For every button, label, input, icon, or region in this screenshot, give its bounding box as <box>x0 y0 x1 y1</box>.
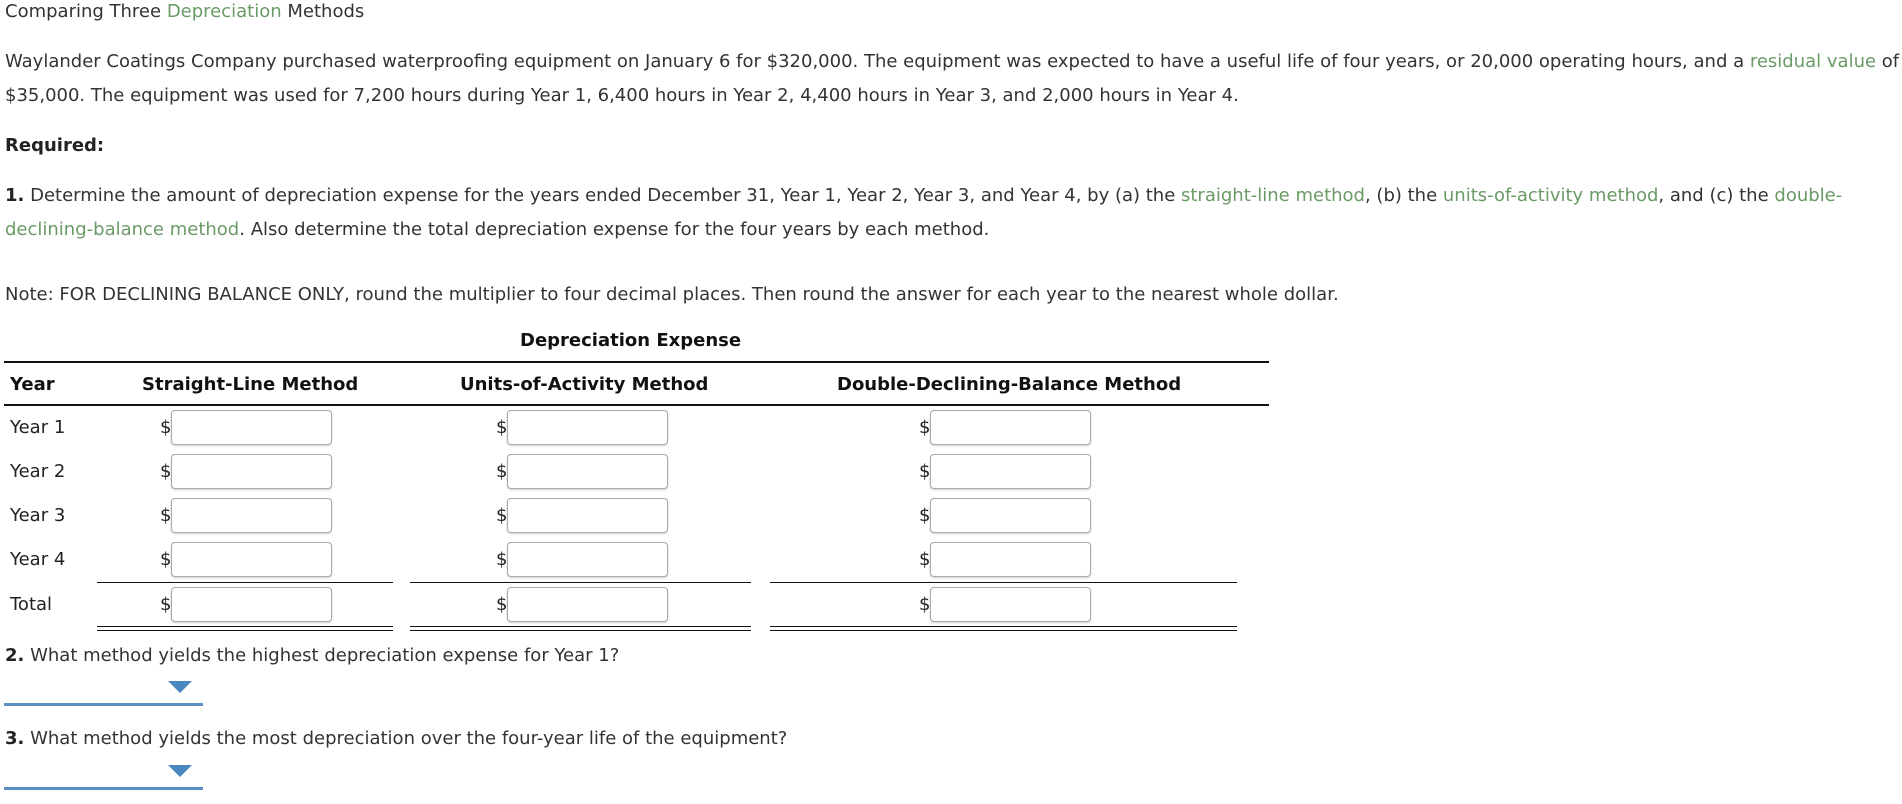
header-year: Year <box>10 374 55 395</box>
year-2-straight-line-input[interactable] <box>171 454 332 489</box>
year-1-ddb-input[interactable] <box>930 410 1091 445</box>
header-units-of-activity: Units-of-Activity Method <box>460 374 709 395</box>
total-double-rule-units-of-activity <box>410 626 751 627</box>
question-3-number: 3. <box>5 728 25 749</box>
year-4-units-of-activity-input[interactable] <box>507 542 668 577</box>
dollar-sign: $ <box>160 461 172 482</box>
dollar-sign: $ <box>496 594 508 615</box>
row-label-total: Total <box>10 594 53 615</box>
dollar-sign: $ <box>496 461 508 482</box>
rounding-note: Note: FOR DECLINING BALANCE ONLY, round the multiplier to four decimal places. Then round the answer for each year to the nearest whole dollar. <box>5 284 1339 305</box>
title-suffix: Methods <box>281 1 365 22</box>
total-units-of-activity-input[interactable] <box>507 587 668 622</box>
table-caption: Depreciation Expense <box>520 330 742 351</box>
dropdown-underline <box>4 787 203 790</box>
row-label: Year 2 <box>10 461 66 482</box>
subtotal-rule-straight-line <box>97 582 393 583</box>
year-1-units-of-activity-input[interactable] <box>507 410 668 445</box>
required-heading: Required: <box>5 135 105 156</box>
header-bottom-rule <box>4 404 1269 406</box>
question-3-method-dropdown[interactable] <box>4 756 203 790</box>
question-1-number: 1. <box>5 185 25 206</box>
residual-value-link[interactable]: residual value <box>1749 51 1877 72</box>
year-2-ddb-input[interactable] <box>930 454 1091 489</box>
header-straight-line: Straight-Line Method <box>142 374 359 395</box>
header-double-declining-balance: Double-Declining-Balance Method <box>837 374 1182 395</box>
dollar-sign: $ <box>496 549 508 570</box>
question-2-number: 2. <box>5 645 25 666</box>
dollar-sign: $ <box>496 505 508 526</box>
dollar-sign: $ <box>160 505 172 526</box>
dollar-sign: $ <box>160 549 172 570</box>
title-prefix: Comparing Three <box>5 1 167 22</box>
dollar-sign: $ <box>919 594 931 615</box>
total-double-rule-ddb-2 <box>770 630 1237 631</box>
dollar-sign: $ <box>919 461 931 482</box>
total-double-rule-straight-line <box>97 626 393 627</box>
dollar-sign: $ <box>160 417 172 438</box>
year-3-ddb-input[interactable] <box>930 498 1091 533</box>
dollar-sign: $ <box>160 594 172 615</box>
row-label: Year 3 <box>10 505 66 526</box>
question-2 <box>5 639 619 673</box>
total-double-rule-ddb <box>770 626 1237 627</box>
question-1-text-b: , (b) the <box>1364 185 1443 206</box>
subtotal-rule-units-of-activity <box>410 582 751 583</box>
row-label: Year 1 <box>10 417 66 438</box>
question-3 <box>5 722 787 756</box>
dropdown-underline <box>4 703 203 706</box>
total-ddb-input[interactable] <box>930 587 1091 622</box>
dropdown-arrow-icon <box>168 681 192 693</box>
dropdown-arrow-icon <box>168 765 192 777</box>
question-3-text: What method yields the most depreciation over the four-year life of the equipment? <box>24 728 788 749</box>
question-1 <box>5 179 1902 247</box>
dollar-sign: $ <box>496 417 508 438</box>
question-1-text-d: . Also determine the total depreciation expense for the four years by each method. <box>239 219 990 240</box>
question-1-text-a: Determine the amount of depreciation expense for the years ended December 31, Year 1, Year 2, Year 3, and Year 4, by (a) the <box>24 185 1181 206</box>
table-top-rule <box>4 361 1269 363</box>
intro-text-2: of $35,000. The equipment was used for 7,200 hours during Year 1, 6,400 hours in Year 2, 4,400 hours in Year 3, and 2,000 hours in Year 4. <box>5 51 1900 106</box>
straight-line-link[interactable]: straight-line method <box>1181 185 1365 206</box>
year-4-ddb-input[interactable] <box>930 542 1091 577</box>
question-2-text: What method yields the highest depreciation expense for Year 1? <box>24 645 620 666</box>
total-straight-line-input[interactable] <box>171 587 332 622</box>
year-2-units-of-activity-input[interactable] <box>507 454 668 489</box>
intro-text-1: Waylander Coatings Company purchased waterproofing equipment on January 6 for $320,000. The equipment was expected to have a useful life of four years, or 20,000 operating hours, and a <box>5 51 1750 72</box>
problem-description <box>5 45 1902 113</box>
page-title <box>5 0 364 29</box>
units-of-activity-link[interactable]: units-of-activity method <box>1442 185 1659 206</box>
subtotal-rule-ddb <box>770 582 1237 583</box>
double-declining-balance-link[interactable]: double-declining-balance method <box>5 185 1843 240</box>
year-4-straight-line-input[interactable] <box>171 542 332 577</box>
total-double-rule-units-of-activity-2 <box>410 630 751 631</box>
question-1-text-c: , and (c) the <box>1658 185 1775 206</box>
year-3-units-of-activity-input[interactable] <box>507 498 668 533</box>
dollar-sign: $ <box>919 417 931 438</box>
dollar-sign: $ <box>919 549 931 570</box>
year-1-straight-line-input[interactable] <box>171 410 332 445</box>
dollar-sign: $ <box>919 505 931 526</box>
question-2-method-dropdown[interactable] <box>4 672 203 706</box>
total-double-rule-straight-line-2 <box>97 630 393 631</box>
depreciation-link[interactable]: Depreciation <box>166 1 282 22</box>
year-3-straight-line-input[interactable] <box>171 498 332 533</box>
row-label: Year 4 <box>10 549 66 570</box>
